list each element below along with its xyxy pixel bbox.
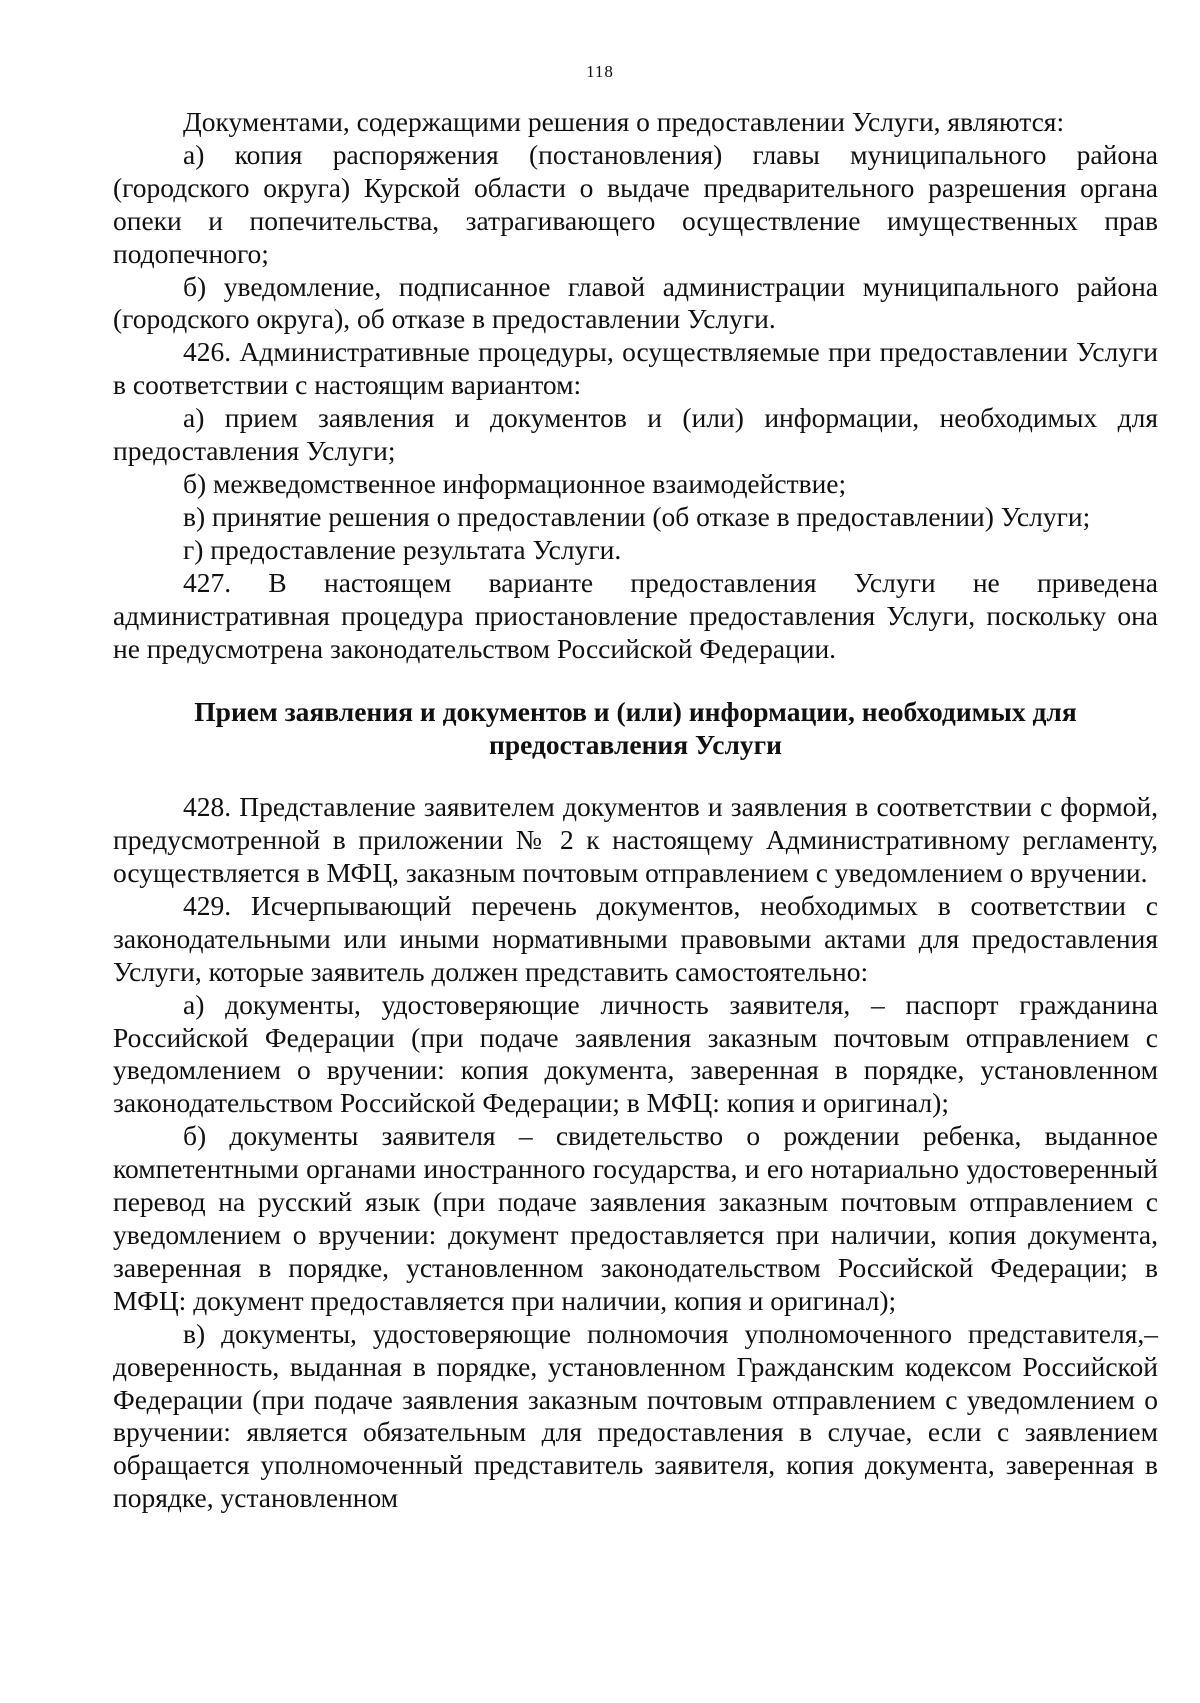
- paragraph-429-b: б) документы заявителя – свидетельство о рождении ребенка, выданное компетентными органами иностранного государства, и его нотариально удостоверенный перевод на русский язык (при подаче заявления заказным почтовым отправлением с уведомлением о вручении: документ предоставляется при наличии, копия документа, заверенная в порядке, установленном законодательством Российской Федерации; в МФЦ: документ предоставляется при наличии, копия и оригинал);: [113, 1120, 1158, 1316]
- section-heading: [113, 696, 1158, 762]
- paragraph-429-v: в) документы, удостоверяющие полномочия уполномоченного представителя,– доверенность, выданная в порядке, установленном Гражданским кодексом Российской Федерации (при подаче заявления заказным почтовым отправлением с уведомлением о вручении: является обязательным для предоставления в случае, если с заявлением обращается уполномоченный представитель заявителя, копия документа, заверенная в порядке, установленном: [113, 1317, 1158, 1514]
- paragraph-426: 426. Административные процедуры, осуществляемые при предоставлении Услуги в соответствии с настоящим вариантом:: [113, 336, 1158, 401]
- paragraph-429-a: а) документы, удостоверяющие личность заявителя, – паспорт гражданина Российской Федерации (при подаче заявления заказным почтовым отправлением с уведомлением о вручении: копия документа, заверенная в порядке, установленном законодательством Российской Федерации; в МФЦ: копия и оригинал);: [113, 988, 1158, 1119]
- paragraph-item-a-decision: а) копия распоряжения (постановления) главы муниципального района (городского округа) Курской области о выдаче предварительного разрешения органа опеки и попечительства, затрагивающего осуществление имущественных прав подопечного;: [113, 138, 1158, 269]
- paragraph-428: 428. Представление заявителем документов и заявления в соответствии с формой, предусмотренной в приложении № 2 к настоящему Административному регламенту, осуществляется в МФЦ, заказным почтовым отправлением с уведомлением о вручении.: [113, 791, 1158, 889]
- paragraph-426-a: а) прием заявления и документов и (или) информации, необходимых для предоставления Услуги;: [113, 402, 1158, 467]
- section-heading-line-1: Прием заявления и документов и (или) информации, необходимых для: [194, 696, 1077, 728]
- page-number: 118: [586, 62, 614, 81]
- paragraph-item-b-decision: б) уведомление, подписанное главой администрации муниципального района (городского округа), об отказе в предоставлении Услуги.: [113, 270, 1158, 335]
- paragraph-429: 429. Исчерпывающий перечень документов, необходимых в соответствии с законодательными или иными нормативными правовыми актами для предоставления Услуги, которые заявитель должен представить самостоятельно:: [113, 889, 1158, 987]
- paragraph-intro: Документами, содержащими решения о предоставлении Услуги, являются:: [183, 106, 1065, 137]
- paragraph-426-b: б) межведомственное информационное взаимодействие;: [183, 467, 847, 499]
- paragraph-426-g: г) предоставление результата Услуги.: [183, 533, 622, 565]
- document-body: [113, 106, 1158, 1515]
- section-heading-line-2: предоставления Услуги: [489, 729, 782, 761]
- paragraph-427: 427. В настоящем варианте предоставления Услуги не приведена административная процедура приостановление предоставления Услуги, поскольку она не предусмотрена законодательством Российской Федерации.: [113, 566, 1158, 664]
- paragraph-426-v: в) принятие решения о предоставлении (об отказе в предоставлении) Услуги;: [183, 500, 1091, 532]
